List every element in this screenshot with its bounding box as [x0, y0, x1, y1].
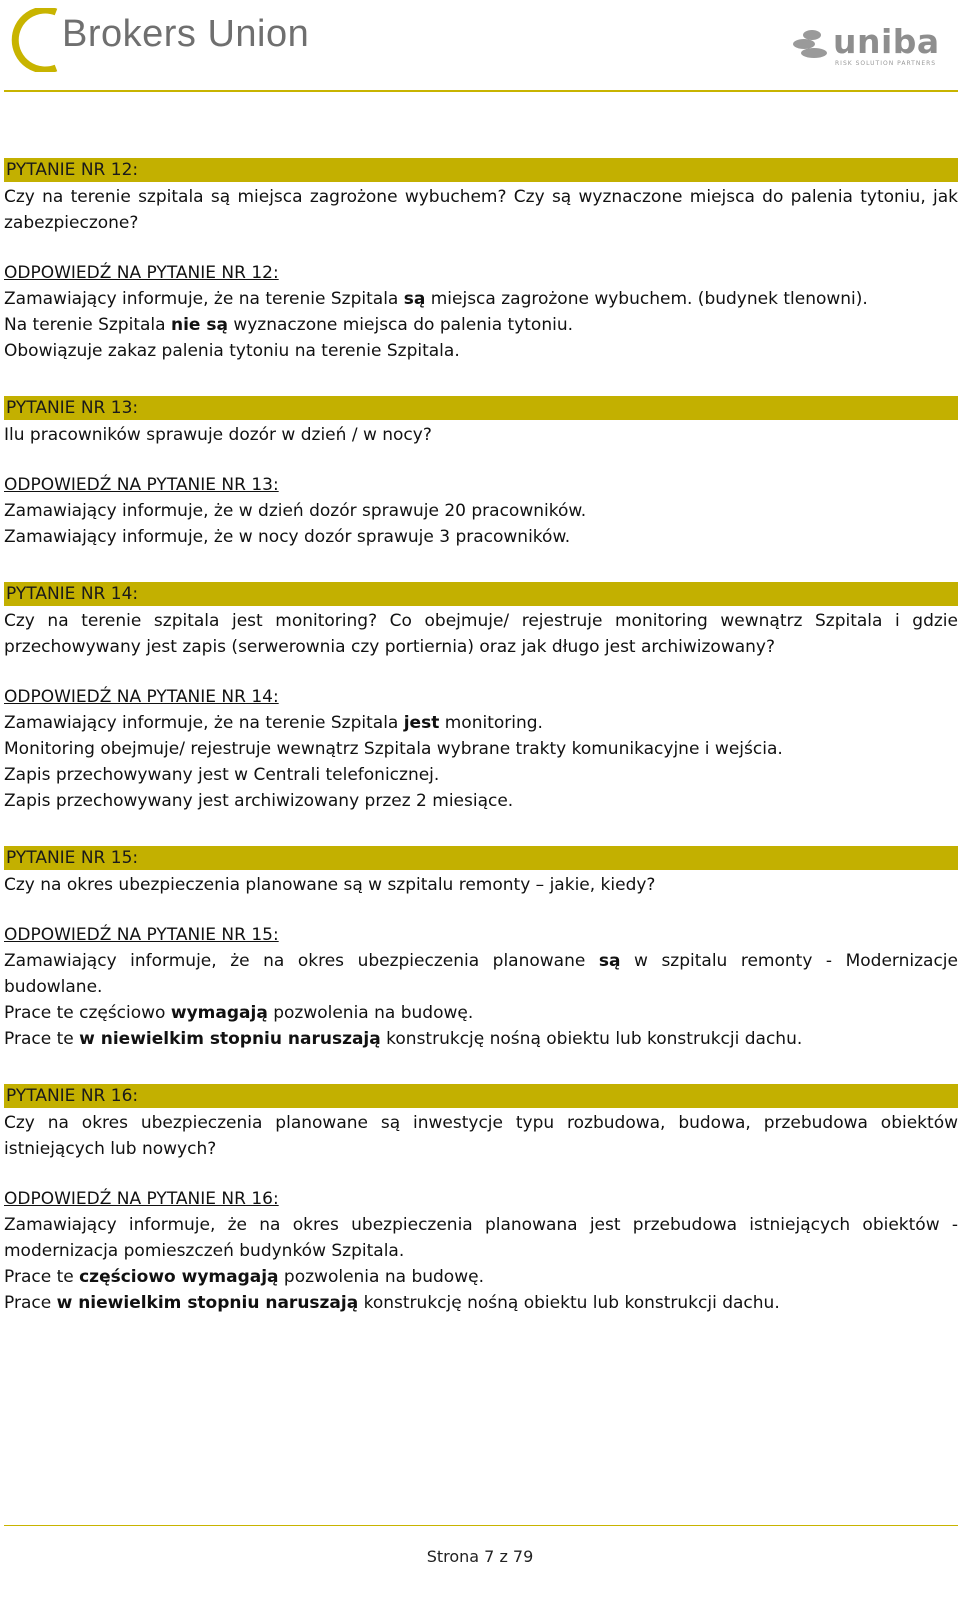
answer-heading: ODPOWIEDŹ NA PYTANIE NR 15:: [4, 925, 279, 945]
answer-line: [4, 498, 958, 524]
answer-line: [4, 710, 958, 736]
answer-bold-text: wymagają: [170, 1003, 268, 1023]
answer-bold-text: w niewielkim stopniu naruszają: [56, 1293, 359, 1313]
answer-text: monitoring.: [439, 713, 543, 733]
uniba-mark-icon: [790, 26, 834, 66]
uniba-logo-text: uniba: [833, 22, 940, 61]
answer-line: [4, 762, 958, 788]
answer-text: Prace te: [4, 1267, 80, 1287]
answer-text: w szpitalu remonty - Modernizacje budowlane.: [4, 951, 958, 997]
brokers-union-logo-text: Brokers Union: [62, 13, 310, 55]
answer-bold-text: są: [598, 951, 621, 971]
question-text: Czy na okres ubezpieczenia planowane są inwestycje typu rozbudowa, budowa, przebudowa obiektów istniejących lub nowych?: [4, 1113, 958, 1159]
answer-text: pozwolenia na budowę.: [267, 1003, 474, 1023]
section-gap: [4, 364, 958, 396]
header-divider: [4, 90, 958, 92]
answer-line: [4, 524, 958, 550]
answer-line: [4, 948, 958, 1000]
uniba-logo: [790, 22, 960, 70]
answer-line: [4, 736, 958, 762]
answer-heading: ODPOWIEDŹ NA PYTANIE NR 16:: [4, 1189, 279, 1209]
qa-section: [4, 158, 958, 396]
answer-heading: ODPOWIEDŹ NA PYTANIE NR 12:: [4, 263, 279, 283]
question-heading: PYTANIE NR 15:: [4, 846, 958, 870]
answer-text: Monitoring obejmuje/ rejestruje wewnątrz Szpitala wybrane trakty komunikacyjne i wejścia.: [4, 739, 783, 759]
answer-bold-text: są: [403, 289, 426, 309]
answer-text: Na terenie Szpitala: [4, 315, 171, 335]
document-body: [4, 158, 958, 1348]
answer-text: Zamawiający informuje, że na okres ubezpieczenia planowane: [4, 951, 599, 971]
uniba-tagline: RISK SOLUTION PARTNERS: [835, 60, 937, 67]
answer-text: Zamawiający informuje, że na okres ubezpieczenia planowana jest przebudowa istniejących obiektów - modernizacja pomieszczeń budynków Szpitala.: [4, 1215, 958, 1261]
question-text: Ilu pracowników sprawuje dozór w dzień / w nocy?: [4, 425, 432, 445]
answer-text: Zapis przechowywany jest w Centrali telefonicznej.: [4, 765, 440, 785]
answer-text: konstrukcję nośną obiektu lub konstrukcji dachu.: [380, 1029, 803, 1049]
question-text: Czy na terenie szpitala jest monitoring? Co obejmuje/ rejestruje monitoring wewnątrz Szpitala i gdzie przechowywany jest zapis (serwerownia czy portiernia) oraz jak długo jest archiwizowany?: [4, 611, 958, 657]
answer-text: pozwolenia na budowę.: [278, 1267, 484, 1287]
question-heading: PYTANIE NR 13:: [4, 396, 958, 420]
question-heading: PYTANIE NR 12:: [4, 158, 958, 182]
answer-text: Prace te: [4, 1029, 80, 1049]
answer-bold-text: jest: [403, 713, 440, 733]
page-header: [0, 0, 960, 92]
qa-section: [4, 396, 958, 582]
answer-text: miejsca zagrożone wybuchem. (budynek tlenowni).: [425, 289, 868, 309]
answer-heading: ODPOWIEDŹ NA PYTANIE NR 14:: [4, 687, 279, 707]
answer-text: Prace: [4, 1293, 57, 1313]
answer-text: Zamawiający informuje, że na terenie Szpitala: [4, 713, 404, 733]
answer-line: [4, 1026, 958, 1052]
qa-section: [4, 1084, 958, 1348]
footer-divider: [4, 1525, 958, 1526]
section-gap: [4, 1316, 958, 1348]
answer-bold-text: częściowo wymagają: [79, 1267, 279, 1287]
qa-section: [4, 846, 958, 1084]
answer-line: [4, 788, 958, 814]
answer-line: [4, 1212, 958, 1264]
question-text: Czy na okres ubezpieczenia planowane są w szpitalu remonty – jakie, kiedy?: [4, 875, 656, 895]
answer-text: Zapis przechowywany jest archiwizowany przez 2 miesiące.: [4, 791, 514, 811]
section-gap: [4, 550, 958, 582]
answer-line: [4, 312, 958, 338]
answer-line: [4, 338, 958, 364]
answer-text: Zamawiający informuje, że w nocy dozór sprawuje 3 pracowników.: [4, 527, 571, 547]
question-heading: PYTANIE NR 14:: [4, 582, 958, 606]
answer-line: [4, 1290, 958, 1316]
answer-text: konstrukcję nośną obiektu lub konstrukcji dachu.: [358, 1293, 780, 1313]
answer-text: Zamawiający informuje, że w dzień dozór sprawuje 20 pracowników.: [4, 501, 587, 521]
answer-line: [4, 286, 958, 312]
answer-text: Prace te częściowo: [4, 1003, 171, 1023]
section-gap: [4, 814, 958, 846]
answer-line: [4, 1000, 958, 1026]
answer-heading: ODPOWIEDŹ NA PYTANIE NR 13:: [4, 475, 279, 495]
answer-bold-text: nie są: [170, 315, 228, 335]
answer-text: wyznaczone miejsca do palenia tytoniu.: [227, 315, 573, 335]
page-number: Strona 7 z 79: [426, 1547, 534, 1566]
answer-bold-text: w niewielkim stopniu naruszają: [79, 1029, 381, 1049]
answer-text: Obowiązuje zakaz palenia tytoniu na terenie Szpitala.: [4, 341, 460, 361]
qa-section: [4, 582, 958, 846]
answer-text: Zamawiający informuje, że na terenie Szpitala: [4, 289, 404, 309]
question-heading: PYTANIE NR 16:: [4, 1084, 958, 1108]
section-gap: [4, 1052, 958, 1084]
answer-line: [4, 1264, 958, 1290]
question-text: Czy na terenie szpitala są miejsca zagrożone wybuchem? Czy są wyznaczone miejsca do palenia tytoniu, jak zabezpieczone?: [4, 187, 958, 233]
